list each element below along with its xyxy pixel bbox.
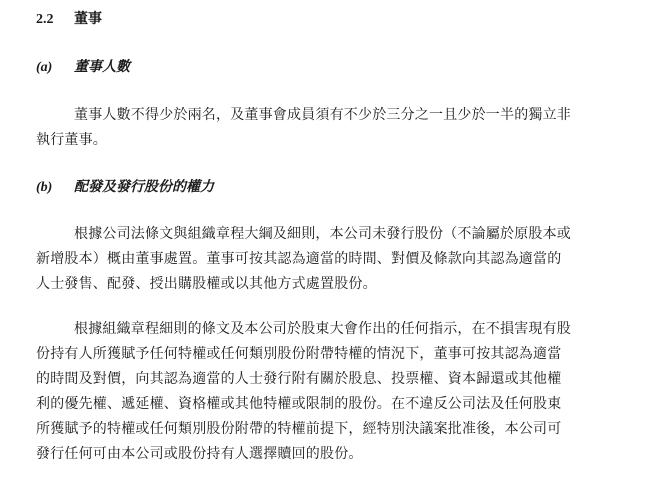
paragraph-line: 根據公司法條文與組織章程大綱及細則，本公司未發行股份（不論屬於原股本或 <box>74 226 571 242</box>
paragraph-line: 利的優先權、遞延權、資格權或其他特權或限制的股份。在不違反公司法及任何股東 <box>36 396 562 412</box>
subsection-b-title: 配發及發行股份的權力 <box>74 179 214 195</box>
paragraph-line: 董事人數不得少於兩名，及董事會成員須有不少於三分之一且少於一半的獨立非 <box>74 107 571 123</box>
paragraph-line: 份持有人所獲賦予任何特權或任何類別股份附帶特權的情況下，董事可按其認為適當 <box>36 346 562 362</box>
section-title: 董事 <box>74 11 102 27</box>
subsection-b-heading <box>36 177 214 198</box>
subsection-a-heading <box>36 57 130 78</box>
subsection-b-paragraph-2 <box>36 317 608 467</box>
section-number: 2.2 <box>36 12 54 27</box>
paragraph-line: 的時間及對價，向其認為適當的人士發行附有關於股息、投票權、資本歸還或其他權 <box>36 371 562 387</box>
paragraph-line: 根據組織章程細則的條文及本公司於股東大會作出的任何指示，在不損害現有股 <box>74 321 571 337</box>
paragraph-line: 人士發售、配發、授出購股權或以其他方式處置股份。 <box>36 276 377 292</box>
section-heading <box>36 9 102 30</box>
subsection-a-title: 董事人數 <box>74 59 130 75</box>
subsection-b-label: (b) <box>36 180 53 195</box>
paragraph-line: 發行任何可由本公司或股份持有人選擇贖回的股份。 <box>36 446 363 462</box>
subsection-a-paragraph <box>36 103 608 153</box>
paragraph-line: 執行董事。 <box>36 132 107 148</box>
paragraph-line: 所獲賦予的特權或任何類別股份附帶的特權前提下，經特別決議案批准後，本公司可 <box>36 421 562 437</box>
subsection-a-label: (a) <box>36 60 53 75</box>
subsection-b-paragraph-1 <box>36 222 608 297</box>
paragraph-line: 新增股本）概由董事處置。董事可按其認為適當的時間、對價及條款向其認為適當的 <box>36 251 562 267</box>
